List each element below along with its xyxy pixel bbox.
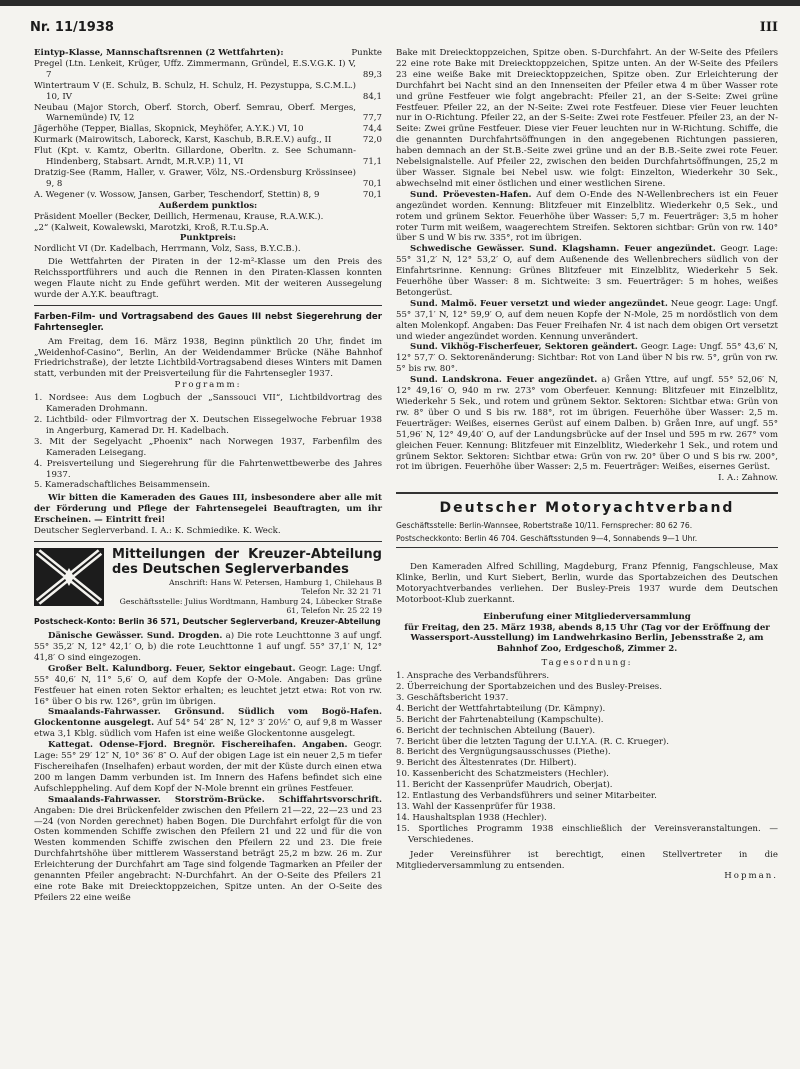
tagesordnung-list: [396, 671, 778, 846]
notice-body: Geogr. Lage: 55° 31,2′ N, 12° 53,2′ O, auf dem Außenende des Wellenbrechers südlich von der Einfahrtsrinne. Kennung: Grünes Blitzfeuer mit Einzelblitz, Wiederkehr 5 Sek. Feuerhöhe über Wasser: 8 m. Sichtweite: 3 sm. Feuerträger: 5 m hohes, weißes Betongerüst.: [396, 244, 778, 298]
tagesordnung-item: 4. Bericht der Wettfahrtabteilung (Dr. Kämpny).: [396, 703, 606, 714]
notice-paragraph: [396, 299, 778, 343]
ausser-line: „2“ (Kalweit, Kowalewski, Marotzki, Kroß, R.T.u.Sp.A.: [34, 222, 269, 233]
result-entry: [34, 146, 382, 168]
notice-paragraph: [396, 375, 778, 473]
issue-number: Nr. 11/1938: [30, 20, 114, 35]
farben-signature: Deutscher Seglerverband. I. A.: K. Schmiedike. K. Weck.: [34, 526, 281, 537]
programm-item: 4. Preisverteilung und Siegerehrung für die Fahrtenwettbewerbe des Jahres 1937.: [34, 458, 382, 480]
result-entry-text: A. Wegener (v. Wossow, Jansen, Garber, Teschendorf, Stettin) 8, 9: [34, 189, 320, 200]
result-entry: [34, 190, 382, 201]
notice-heading: Smaalands-Fahrwasser. Storström-Brücke. Schiffahrtsvorschrift.: [48, 794, 382, 805]
result-entry-points: 84,1: [362, 91, 382, 102]
motoryacht-postscheck: Postscheckkonto: Berlin 46 704. Geschäftsstunden 9—4, Sonnabends 9—1 Uhr.: [396, 533, 698, 543]
notice-paragraph: [34, 707, 382, 740]
notice-paragraph: [34, 740, 382, 795]
notice-body: Geogr. Lage: 55° 29′ 12″ N, 10° 36′ 8″ O. Auf der obigen Lage ist ein neuer 2,5 m tiefer Fischereihafen (Inselhafen) erbaut worden, der mit der Küste durch einen etwa 200 m langen Damm verbunden ist. Im Innern des Hafens befindet sich eine Aufschleppheling. Auf dem Kopf der N-Mole brennt ein grünes Festfeuer.: [34, 740, 382, 794]
closing-signature: Hopman.: [724, 871, 778, 882]
result-list: [34, 59, 382, 201]
notice-body: Neue geogr. Lage: Ungf. 55° 37,1′ N, 12° 59,9′ O, auf dem neuen Kopfe der N-Mole, 25 m nordöstlich von dem alten Molenkopf. Angaben: Das Feuer Freihafen Nr. 4 ist nach dem obigen Ort versetzt und wieder angezündet worden. Kennung unverändert.: [396, 298, 779, 342]
tagesordnung-item: 10. Kassenbericht des Schatzmeisters (Hechler).: [396, 769, 609, 780]
continued-paragraph: Bake mit Dreiecktoppzeichen, Spitze oben. S-Durchfahrt. An der W-Seite des Pfeilers 22 eine rote Bake mit Dreiecktoppzeichen, Spitze unten. An der W-Seite des Pfeilers 23 eine weiße Bake mit Dreiecktoppzeichen, Spitze oben. Zur Erleichterung der Durchfahrt bei Nacht sind an den Innenseiten der Pfeiler etwa 4 m über Wasser rote und grüne Festfeuer wie folgt angebracht: Pfeiler 21, an der S-Seite: Zwei grüne Festfeuer. Pfeiler 22, an der N-Seite: Zwei rote Festfeuer. Diese vier Feuer leuchten nur in O-Richtung. Pfeiler 22, an der S-Seite: Zwei rote Festfeuer. Pfeiler 23, an der N-Seite: Zwei grüne Festfeuer. Diese vier Feuer leuchten nur in W-Richtung. Schiffe, die die genannten Durchfahrtsöffnungen in den angegebenen Richtungen passieren, haben demnach an der St.B.-Seite zwei grüne und an der B.B.-Seite zwei rote Feuer. Nebelsignalstelle. Auf Pfeiler 22, zwischen den beiden Durchfahrtsöffnungen, 25,2 m über Wasser. Signale bei Nebel usw. wie folgt: Einzelton, Wiederkehr 30 Sek., abwechselnd mit einer östlichen und einer westlichen Sirene.: [396, 48, 778, 189]
result-entry-text: Jägerhöhe (Tepper, Biallas, Skopnick, Meyhöfer, A.Y.K.) VI, 10: [34, 124, 304, 135]
programm-item: 2. Lichtbild- oder Filmvortrag der X. Deutschen Eissegelwoche Februar 1938 in Angerburg, Kamerad Dr. H. Kadelbach.: [34, 415, 382, 436]
tagesordnung-title: Tagesordnung:: [541, 658, 633, 669]
tagesordnung-item: 9. Bericht des Ältestenrates (Dr. Hilbert).: [396, 758, 577, 769]
kreuzer-flag-icon: [34, 548, 104, 606]
notice-paragraph: [34, 631, 382, 664]
programm-item: 5. Kameradschaftliches Beisammensein.: [34, 480, 211, 491]
motoryacht-paragraph: Den Kameraden Alfred Schilling, Magdeburg, Franz Pfennig, Fangschleuse, Max Klinke, Berlin, und Kurt Siebert, Berlin, wurde das Sportabzeichen des Deutschen Motoryachtverbandes verliehen. Der Busley-Preis 1937 wurde dem Deutschen Motorboot-Klub zuerkannt.: [396, 561, 778, 605]
page-number: III: [759, 20, 778, 35]
notice-heading: Sund. Vikhög-Fischerfeuer, Sektoren geändert.: [410, 342, 638, 353]
tagesordnung-item: 2. Überreichung der Sportabzeichen und des Busley-Preises.: [396, 682, 662, 693]
tagesordnung-item: 7. Bericht über die letzten Tagung der U.I.Y.A. (R. C. Krueger).: [396, 736, 670, 747]
divider: [34, 305, 382, 306]
notice-heading: Sund. Landskrona. Feuer angezündet.: [410, 375, 598, 386]
notice-heading: Dänische Gewässer. Sund. Drogden.: [48, 631, 223, 642]
divider: [34, 541, 382, 542]
tagesordnung-item: 3. Geschäftsbericht 1937.: [396, 692, 509, 703]
bitten-paragraph: Wir bitten die Kameraden des Gaues III, insbesondere aber alle mit der Förderung und Pflege der Fahrtensegelei Beauftragten, um ihr Erscheinen. — Eintritt frei!: [34, 493, 382, 526]
right-notices: [396, 190, 778, 474]
tagesordnung-item: 1. Ansprache des Verbandsführers.: [396, 671, 550, 682]
result-entry-text: Pregel (Ltn. Lenkeit, Krüger, Uffz. Zimmermann, Gründel, E.S.V.G.K. I) V, 7: [34, 58, 356, 80]
right-column: [396, 48, 778, 882]
notice-paragraph: [396, 190, 778, 245]
divider: [396, 492, 778, 494]
kreuzer-postscheck: Postscheck-Konto: Berlin 36 571, Deutscher Seglerverband, Kreuzer-Abteilung: [34, 617, 381, 627]
farben-title: Farben-Film- und Vortragsabend des Gaues III nebst Siegerehrung der Fahrtensegler.: [34, 311, 382, 333]
farben-paragraph: Am Freitag, dem 16. März 1938, Beginn pünktlich 20 Uhr, findet im „Weidenhof-Casino“, Berlin, An der Weidendammer Brücke (Nähe Bahnhof Friedrichstraße), der letzte Lichtbild-Vortragsabend dieses Winters mit Damen statt, verbunden mit der Preisverteilung für die Fahrtensegler 1937.: [34, 336, 382, 380]
notice-body: Auf dem O-Ende des N-Wellenbrechers ist ein Feuer angezündet worden. Kennung: Blitzfeuer mit Einzelblitz. Wiederkehr 0,5 Sek., und rotem und grünem Sektor. Feuerhöhe über Wasser: 5,7 m. Feuerträger: 3,5 m hoher roter Turm mit weißem, waagerechtem Streifen. Sektoren sichtbar: Grün von rw. 140° über S und W bis rw. 335°, rot im übrigen.: [396, 189, 779, 244]
result-entry: [34, 81, 382, 103]
einberufung-details: für Freitag, den 25. März 1938, abends 8,15 Uhr (Tag vor der Eröffnung der Wassersport-Ausstellung) im Landwehrkasino Berlin, Jebensstraße 2, am Bahnhof Zoo, Erdgeschoß, Zimmer 2.: [404, 622, 770, 655]
punktpreis-title: Punktpreis:: [179, 233, 237, 244]
tagesordnung-item: 15. Sportliches Programm 1938 einschließlich der Vereinsveranstaltungen. — Verschiedenes.: [396, 823, 778, 845]
tagesordnung-item: 8. Bericht des Vergnügungsausschusses (Piethe).: [396, 747, 611, 758]
notice-body: Geogr. Lage: Ungf. 55° 43,6′ N, 12° 57,7′ O. Sektorenänderung: Sichtbar: Rot von Land über N bis rw. 5°, grün von rw. 5° bis rw. 80°.: [396, 342, 778, 375]
result-entry-text: Kurmark (Mairowitsch, Laboreck, Karst, Kaschub, B.R.E.V.) aufg., II: [34, 135, 332, 146]
right-signature: I. A.: Zahnow.: [718, 473, 778, 484]
page-header: [0, 0, 800, 44]
closing-paragraph: Jeder Vereinsführer ist berechtigt, einen Stellvertreter in die Mitgliederversammlung zu entsenden.: [396, 849, 778, 871]
notice-body: Angaben: Die drei Brückenfelder zwischen den Pfeilern 21—22, 22—23 und 23—24 (von Norden gerechnet) haben Bogen. Die Durchfahrt erfolgt für die von Osten kommenden Schiffe zwischen den Pfeilern 21 und 22 und für die von Westen kommenden Schiffe zwischen den Pfeilern 22 und 23. Die freie Durchfahrtshöhe über mittlerem Wasserstand beträgt 25,2 m bzw. 26 m. Zur Erleichterung der Durchfahrt am Tage sind folgende Tagmarken an Pfeiler der genannten Pfeiler angebracht: N-Durchfahrt. An der O-Seite des Pfeilers 21 eine rote Bake mit Dreiecktoppzeichen, Spitze unten. An der O-Seite des Pfeilers 22 eine weiße: [34, 805, 382, 903]
result-entry-points: 70,1: [362, 189, 382, 200]
result-entry-text: Wintertraum V (E. Schulz, B. Schulz, H. Schulz, H. Pezystuppa, S.C.M.L.) 10, IV: [34, 80, 356, 102]
tagesordnung-item: 13. Wahl der Kassenprüfer für 1938.: [396, 802, 556, 813]
left-column: [34, 48, 382, 904]
notice-paragraph: [396, 342, 778, 375]
tagesordnung-item: 12. Entlastung des Verbandsführers und seiner Mitarbeiter.: [396, 791, 657, 802]
notice-paragraph: [396, 244, 778, 299]
notice-body: Geogr. Lage: Ungf. 55° 40,6′ N, 11° 5,6′ O, auf dem Kopfe der O-Mole. Angaben: Das grüne Festfeuer hat einen roten Sektor erhalten; es leuchtet jetzt etwa: Rot von rw. 16° über O bis rw. 126°, grün im übrigen.: [34, 663, 382, 707]
kreuzer-notices: [34, 631, 382, 904]
ausser-line: Präsident Moeller (Becker, Deillich, Hermenau, Krause, R.A.W.K.).: [34, 211, 324, 222]
wettfahrten-paragraph: Die Wettfahrten der Piraten in der 12-m²-Klasse um den Preis des Reichssportführers und auch die Rennen in den Piraten-Klassen konnten wegen Flaute nicht zu Ende geführt werden. Mit der weiteren Aussegelung wurde der A.Y.K. beauftragt.: [34, 257, 382, 300]
kreuzer-address: Anschrift: Hans W. Petersen, Hamburg 1, Chilehaus B: [169, 577, 382, 587]
result-entry: [34, 135, 382, 146]
result-entry-text: Dratzig-See (Ramm, Haller, v. Grawer, Völz, NS.-Ordensburg Krössinsee) 9, 8: [34, 167, 356, 189]
tagesordnung-item: 6. Bericht der technischen Abteilung (Bauer).: [396, 725, 596, 736]
programm-title: Programm:: [174, 380, 242, 391]
notice-body: a) Die rote Leuchttonne 3 auf ungf. 55° 35,2′ N, 12° 42,1′ O, b) die rote Leuchttonne 1 auf ungf. 55° 37,1′ N, 12° 41,8′ O sind eingezogen.: [34, 631, 382, 663]
kreuzer-title: Mitteilungen der Kreuzer-Abteilung des Deutschen Seglerverbandes: [112, 546, 382, 577]
tagesordnung-item: 11. Bericht der Kassenprüfer Maudrich, Oberjat).: [396, 780, 613, 791]
notice-paragraph: [34, 664, 382, 708]
result-entry-points: 74,4: [362, 124, 382, 135]
ausser-title: Außerdem punktlos:: [158, 200, 258, 211]
notice-body: a) Gråen Yttre, auf ungf. 55° 52,06′ N, 12° 49,16′ O, 940 m rw. 273° vom Oberfeuer. Kennung: Blitzfeuer mit Einzelblitz, Wiederkehr 5 Sek., und rotem und grünem Sektor. Sektoren: Sichtbar etwa: Grün von rw. 8° über O und S bis rw. 188°, rot im übrigen. Feuerhöhe über Wasser: 2,5 m. Feuerträger: Weißes, eisernes Gerüst auf einem Dalben. b) Gråen Inre, auf ungf. 55° 51,96′ N, 12° 49,40′ O, auf der Landungsbrücke auf der Insel und 595 m rw. 267° vom gleichen Feuer. Kennung: Blitzfeuer mit Einzelblitz, Wiederkehr 1 Sek., und rotem und grünem Sektor. Sektoren: Sichtbar etwa: Grün von rw. 20° über O und S bis rw. 200°, rot im übrigen. Feuerhöhe über Wasser: 2,5 m. Feuerträger: Weißes, eisernes Gerüst.: [396, 375, 779, 473]
notice-heading: Schwedische Gewässer. Sund. Klagshamn. Feuer angezündet.: [410, 244, 716, 255]
notice-heading: Sund. Pröevesten-Hafen.: [410, 189, 532, 200]
motoryacht-office: Geschäftsstelle: Berlin-Wannsee, Robertstraße 10/11. Fernsprecher: 80 62 76.: [396, 521, 693, 531]
notice-heading: Sund. Malmö. Feuer versetzt und wieder angezündet.: [410, 298, 668, 309]
notice-heading: Kattegat. Odense-Fjord. Bregnör. Fischereihafen. Angaben.: [48, 740, 348, 751]
tagesordnung-item: 14. Haushaltsplan 1938 (Hechler).: [396, 812, 547, 823]
notice-paragraph: [34, 795, 382, 904]
kreuzer-office: Geschäftsstelle: Julius Wordtmann, Hamburg 24, Lübecker Straße 61, Telefon Nr. 25 22 19: [119, 596, 382, 615]
programm-list: [34, 393, 382, 491]
punktpreis-line: Nordlicht VI (Dr. Kadelbach, Herrmann, Volz, Sass, B.Y.C.B.).: [34, 244, 301, 255]
result-entry-text: Flut (Kpt. v. Kamtz, Oberltn. Gillardone, Oberltn. z. See Schumann-Hindenberg, Stabsart. Arndt, M.R.V.P.) 11, VI: [34, 146, 356, 168]
result-entry-points: 77,7: [362, 113, 382, 124]
notice-heading: Großer Belt. Kalundborg. Feuer, Sektor eingebaut.: [48, 663, 296, 674]
result-entry: [34, 168, 382, 190]
eintyp-intro: Eintyp-Klasse, Mannschaftsrennen (2 Wettfahrten): Punkte: [34, 48, 382, 58]
result-entry-text: Neubau (Major Storch, Oberf. Storch, Oberf. Semrau, Oberf. Merges, Warnemünde) IV, 12: [34, 102, 356, 124]
result-entry: [34, 103, 382, 125]
result-entry-points: 70,1: [362, 178, 382, 189]
result-entry-points: 71,1: [362, 157, 382, 168]
tagesordnung-item: 5. Bericht der Fahrtenabteilung (Kampschulte).: [396, 714, 604, 725]
programm-item: 1. Nordsee: Aus dem Logbuch der „Sanssouci VII“, Lichtbildvortrag des Kameraden Drohmann.: [34, 393, 382, 415]
divider: [396, 547, 778, 548]
result-entry-points: 72,0: [362, 135, 382, 146]
motoryacht-title: Deutscher Motoryachtverband: [439, 500, 735, 517]
result-entry: [34, 59, 382, 81]
result-entry-points: 89,3: [362, 69, 382, 80]
notice-heading: Smaalands-Fahrwasser. Grönsund. Südlich vom Bogö-Hafen. Glockentonne ausgelegt.: [34, 707, 382, 729]
einberufung-title: Einberufung einer Mitgliederversammlung: [483, 611, 691, 622]
kreuzer-header: [34, 548, 382, 615]
notice-body: Auf 54° 54′ 28″ N, 12° 3′ 20½″ O, auf 9,8 m Wasser etwa 3,1 Kblg. südlich vom Hafen ist eine weiße Glockentonne ausgelegt.: [34, 718, 382, 740]
programm-item: 3. Mit der Segelyacht „Phoenix“ nach Norwegen 1937, Farbenfilm des Kameraden Leisegang.: [34, 436, 382, 458]
result-entry: [34, 124, 382, 135]
kreuzer-phone: Telefon Nr. 32 21 71: [301, 587, 382, 597]
